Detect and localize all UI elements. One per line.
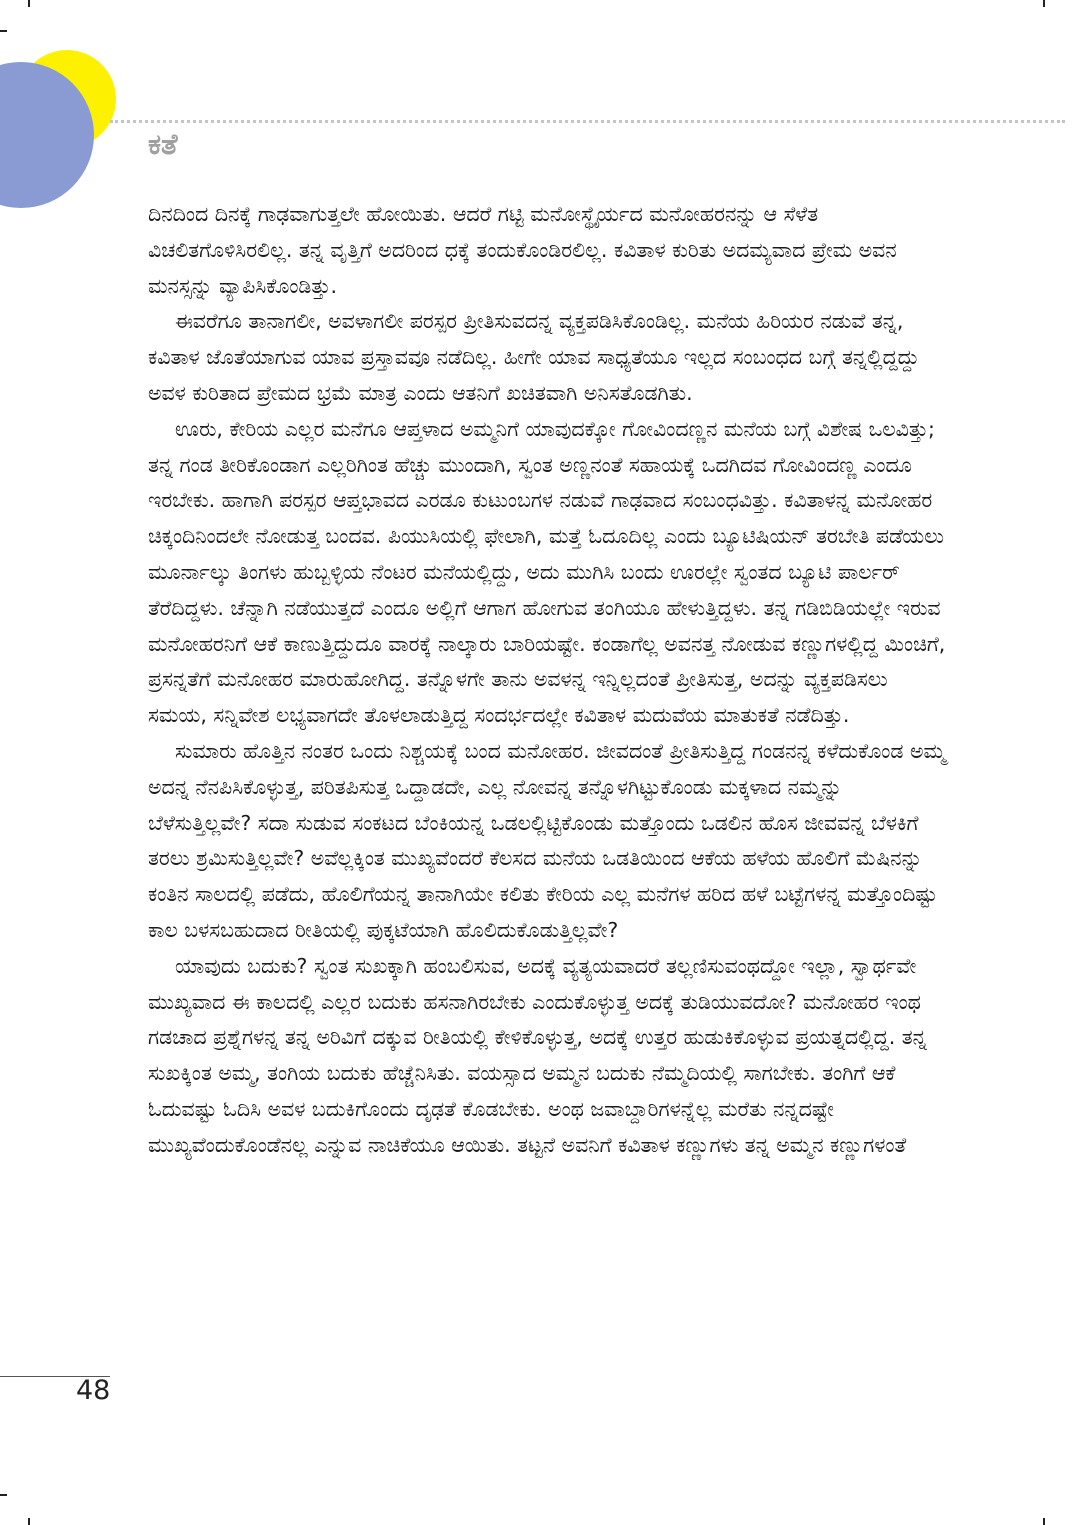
crop-mark-bottom-center <box>28 1518 30 1525</box>
crop-mark-top-right <box>1043 0 1045 7</box>
paragraph: ಊರು, ಕೇರಿಯ ಎಲ್ಲರ ಮನೆಗೂ ಆಪ್ತಳಾದ ಅಮ್ಮನಿಗೆ ಯಾವುದಕ್ಕೋ ಗೋವಿಂದಣ್ಣನ ಮನೆಯ ಬಗ್ಗೆ ವಿಶೇಷ ಒಲವಿತ್ತು; ತನ್ನ ಗಂಡ ತೀರಿಕೊಂಡಾಗ ಎಲ್ಲರಿಗಿಂತ ಹೆಚ್ಚು ಮುಂದಾಗಿ, ಸ್ವಂತ ಅಣ್ಣನಂತೆ ಸಹಾಯಕ್ಕೆ ಒದಗಿದವ ಗೋವಿಂದಣ್ಣ ಎಂದೂ ಇರಬೇಕು. ಹಾಗಾಗಿ ಪರಸ್ಪರ ಆಪ್ತಭಾವದ ಎರಡೂ ಕುಟುಂಬಗಳ ನಡುವೆ ಗಾಢವಾದ ಸಂಬಂಧವಿತ್ತು. ಕವಿತಾಳನ್ನ ಮನೋಹರ ಚಿಕ್ಕಂದಿನಿಂದಲೇ ನೋಡುತ್ತ ಬಂದವ. ಪಿಯುಸಿಯಲ್ಲಿ ಫೇಲಾಗಿ, ಮತ್ತೆ ಓದೂದಿಲ್ಲ ಎಂದು ಬ್ಯೂಟಿಷಿಯನ್ ತರಬೇತಿ ಪಡೆಯಲು ಮೂರ್ನಾಲ್ಕು ತಿಂಗಳು ಹುಬ್ಬಳ್ಳಿಯ ನೆಂಟರ ಮನೆಯಲ್ಲಿದ್ದು, ಅದು ಮುಗಿಸಿ ಬಂದು ಊರಲ್ಲೇ ಸ್ವಂತದ ಬ್ಯೂಟಿ ಪಾರ್ಲರ್ ತೆರೆದಿದ್ದಳು. ಚೆನ್ನಾಗಿ ನಡೆಯುತ್ತದೆ ಎಂದೂ ಅಲ್ಲಿಗೆ ಆಗಾಗ ಹೋಗುವ ತಂಗಿಯೂ ಹೇಳುತ್ತಿದ್ದಳು. ತನ್ನ ಗಡಿಬಿಡಿಯಲ್ಲೇ ಇರುವ ಮನೋಹರನಿಗೆ ಆಕೆ ಕಾಣುತ್ತಿದ್ದುದೂ ವಾರಕ್ಕೆ ನಾಲ್ಕಾರು ಬಾರಿಯಷ್ಟೇ. ಕಂಡಾಗೆಲ್ಲ ಅವನತ್ತ ನೋಡುವ ಕಣ್ಣುಗಳಲ್ಲಿದ್ದ ಮಿಂಚಿಗೆ, ಪ್ರಸನ್ನತೆಗೆ ಮನೋಹರ ಮಾರುಹೋಗಿದ್ದ. ತನ್ನೊಳಗೇ ತಾನು ಅವಳನ್ನ ಇನ್ನಿಲ್ಲದಂತೆ ಪ್ರೀತಿಸುತ್ತ, ಅದನ್ನು ವ್ಯಕ್ತಪಡಿಸಲು ಸಮಯ, ಸನ್ನಿವೇಶ ಲಭ್ಯವಾಗದೇ ತೊಳಲಾಡುತ್ತಿದ್ದ ಸಂದರ್ಭದಲ್ಲೇ ಕವಿತಾಳ ಮದುವೆಯ ಮಾತುಕತೆ ನಡೆದಿತ್ತು. <box>148 416 946 728</box>
paragraph: ಯಾವುದು ಬದುಕು? ಸ್ವಂತ ಸುಖಕ್ಕಾಗಿ ಹಂಬಲಿಸುವ, ಅದಕ್ಕೆ ವ್ಯತ್ಯಯವಾದರೆ ತಲ್ಲಣಿಸುವಂಥದ್ದೋ ಇಲ್ಲಾ, ಸ್ವಾರ್ಥವೇ ಮುಖ್ಯವಾದ ಈ ಕಾಲದಲ್ಲಿ ಎಲ್ಲರ ಬದುಕು ಹಸನಾಗಿರಬೇಕು ಎಂದುಕೊಳ್ಳುತ್ತ ಅದಕ್ಕೆ ತುಡಿಯುವದೋ? ಮನೋಹರ ಇಂಥ ಗಡಚಾದ ಪ್ರಶ್ನೆಗಳನ್ನ ತನ್ನ ಅರಿವಿಗೆ ದಕ್ಕುವ ರೀತಿಯಲ್ಲಿ ಕೇಳಿಕೊಳ್ಳುತ್ತ, ಅದಕ್ಕೆ ಉತ್ತರ ಹುಡುಕಿಕೊಳ್ಳುವ ಪ್ರಯತ್ನದಲ್ಲಿದ್ದ. ತನ್ನ ಸುಖಕ್ಕಿಂತ ಅಮ್ಮ, ತಂಗಿಯ ಬದುಕು ಹೆಚ್ಚೆನಿಸಿತು. ವಯಸ್ಸಾದ ಅಮ್ಮನ ಬದುಕು ನೆಮ್ಮದಿಯಲ್ಲಿ ಸಾಗಬೇಕು. ತಂಗಿಗೆ ಆಕೆ ಓದುವಷ್ಟು ಓದಿಸಿ ಅವಳ ಬದುಕಿಗೊಂದು ದೃಢತೆ ಕೊಡಬೇಕು. ಅಂಥ ಜವಾಬ್ದಾರಿಗಳನ್ನೆಲ್ಲ ಮರೆತು ನನ್ನದಷ್ಟೇ ಮುಖ್ಯವೆಂದುಕೊಂಡೆನಲ್ಲ ಎನ್ನುವ ನಾಚಿಕೆಯೂ ಆಯಿತು. ತಟ್ಟನೆ ಅವನಿಗೆ ಕವಿತಾಳ ಕಣ್ಣುಗಳು ತನ್ನ ಅಮ್ಮನ ಕಣ್ಣುಗಳಂತೆ <box>148 953 927 1157</box>
page-number: 48 <box>76 1375 111 1406</box>
crop-mark-top-left <box>0 30 7 32</box>
paragraph: ದಿನದಿಂದ ದಿನಕ್ಕೆ ಗಾಢವಾಗುತ್ತಲೇ ಹೋಯಿತು. ಆದರೆ ಗಟ್ಟಿ ಮನೋಸ್ಥೈರ್ಯದ ಮನೋಹರನನ್ನು ಆ ಸೆಳೆತ ವಿಚಲಿತಗೊಳಿಸಿರಲಿಲ್ಲ. ತನ್ನ ವೃತ್ತಿಗೆ ಅದರಿಂದ ಧಕ್ಕೆ ತಂದುಕೊಂಡಿರಲಿಲ್ಲ. ಕವಿತಾಳ ಕುರಿತು ಅದಮ್ಯವಾದ ಪ್ರೇಮ ಅವನ ಮನಸ್ಸನ್ನು ವ್ಯಾಪಿಸಿಕೊಂಡಿತ್ತು. <box>148 202 897 298</box>
paragraph: ಸುಮಾರು ಹೊತ್ತಿನ ನಂತರ ಒಂದು ನಿಶ್ಚಯಕ್ಕೆ ಬಂದ ಮನೋಹರ. ಜೀವದಂತೆ ಪ್ರೀತಿಸುತ್ತಿದ್ದ ಗಂಡನನ್ನ ಕಳೆದುಕೊಂಡ ಅಮ್ಮ ಅದನ್ನ ನೆನಪಿಸಿಕೊಳ್ಳುತ್ತ, ಪರಿತಪಿಸುತ್ತ ಒದ್ದಾಡದೇ, ಎಲ್ಲ ನೋವನ್ನ ತನ್ನೊಳಗಿಟ್ಟುಕೊಂಡು ಮಕ್ಕಳಾದ ನಮ್ಮನ್ನು ಬೆಳೆಸುತ್ತಿಲ್ಲವೇ? ಸದಾ ಸುಡುವ ಸಂಕಟದ ಬೆಂಕಿಯನ್ನ ಒಡಲಲ್ಲಿಟ್ಟಿಕೊಂಡು ಮತ್ತೊಂದು ಒಡಲಿನ ಹೊಸ ಜೀವವನ್ನ ಬೆಳಕಿಗೆ ತರಲು ಶ್ರಮಿಸುತ್ತಿಲ್ಲವೇ? ಅವೆಲ್ಲಕ್ಕಿಂತ ಮುಖ್ಯವೆಂದರೆ ಕೆಲಸದ ಮನೆಯ ಒಡತಿಯಿಂದ ಆಕೆಯ ಹಳೆಯ ಹೊಲಿಗೆ ಮೆಷಿನನ್ನು ಕಂತಿನ ಸಾಲದಲ್ಲಿ ಪಡೆದು, ಹೊಲಿಗೆಯನ್ನ ತಾನಾಗಿಯೇ ಕಲಿತು ಕೇರಿಯ ಎಲ್ಲ ಮನೆಗಳ ಹರಿದ ಹಳೆ ಬಟ್ಟೆಗಳನ್ನ ಮತ್ತೊಂದಿಷ್ಟು ಕಾಲ ಬಳಸಬಹುದಾದ ರೀತಿಯಲ್ಲಿ ಪುಕ್ಕಟೆಯಾಗಿ ಹೊಲಿದುಕೊಡುತ್ತಿಲ್ಲವೇ? <box>148 738 946 942</box>
crop-mark-top-center <box>28 0 30 7</box>
story-body <box>148 197 948 1164</box>
header-dotted-rule <box>110 120 1065 123</box>
crop-mark-bottom-left <box>0 1494 7 1496</box>
section-title: ಕತೆ <box>148 127 178 161</box>
paragraph: ಈವರೆಗೂ ತಾನಾಗಲೀ, ಅವಳಾಗಲೀ ಪರಸ್ಪರ ಪ್ರೀತಿಸುವದನ್ನ ವ್ಯಕ್ತಪಡಿಸಿಕೊಂಡಿಲ್ಲ. ಮನೆಯ ಹಿರಿಯರ ನಡುವೆ ತನ್ನ, ಕವಿತಾಳ ಜೊತೆಯಾಗುವ ಯಾವ ಪ್ರಸ್ತಾವವೂ ನಡೆದಿಲ್ಲ. ಹೀಗೇ ಯಾವ ಸಾಧ್ಯತೆಯೂ ಇಲ್ಲದ ಸಂಬಂಧದ ಬಗ್ಗೆ ತನ್ನಲ್ಲಿದ್ದದ್ದು ಅವಳ ಕುರಿತಾದ ಪ್ರೇಮದ ಭ್ರಮೆ ಮಾತ್ರ ಎಂದು ಆತನಿಗೆ ಖಚಿತವಾಗಿ ಅನಿಸತೊಡಗಿತು. <box>148 309 920 405</box>
crop-mark-bottom-right <box>1043 1518 1045 1525</box>
